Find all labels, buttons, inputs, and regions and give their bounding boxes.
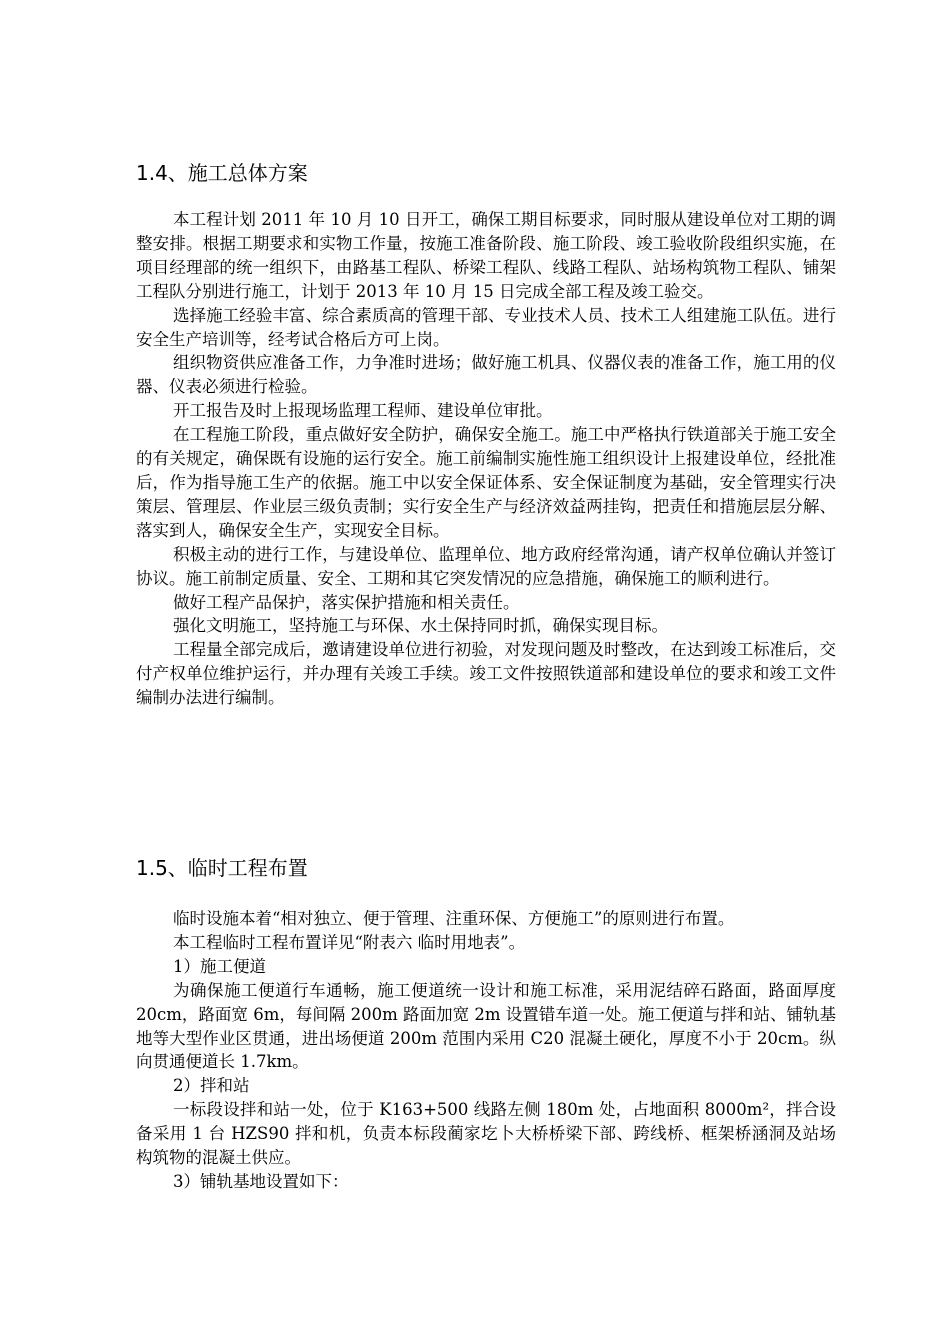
section-heading-1-5: 1.5、临时工程布置 <box>136 856 308 880</box>
list-heading: 3）铺轨基地设置如下： <box>173 1171 349 1191</box>
paragraph: 在工程施工阶段，重点做好安全防护，确保安全施工。施工中严格执行铁道部关于施工安全的有关规定，确保既有设施的运行安全。施工前编制实施性施工组织设计上报建设单位，经批准后，作为指导施工生产的依据。施工中以安全保证体系、安全保证制度为基础，安全管理实行决策层、管理层、作业层三级负责制；实行安全生产与经济效益两挂钩，把责任和措施层层分解、落实到人，确保安全生产，实现安全目标。 <box>136 425 836 540</box>
paragraph: 组织物资供应准备工作，力争准时进场；做好施工机具、仪器仪表的准备工作，施工用的仪器、仪表必须进行检验。 <box>136 353 836 397</box>
paragraph: 选择施工经验丰富、综合素质高的管理干部、专业技术人员、技术工人组建施工队伍。进行安全生产培训等，经考试合格后方可上岗。 <box>136 305 836 349</box>
paragraph: 强化文明施工，坚持施工与环保、水土保持同时抓，确保实现目标。 <box>173 616 668 636</box>
list-heading: 2）拌和站 <box>173 1076 250 1096</box>
section-body-1-4 <box>136 208 836 710</box>
paragraph: 为确保施工便道行车通畅，施工便道统一设计和施工标准，采用泥结碎石路面，路面厚度 20cm，路面宽 6m，每间隔 200m 路面加宽 2m 设置错车道一处。施工便道与拌和站、铺轨基地等大型作业区贯通，进出场便道 200m 范围内采用 C20 混凝土硬化，厚度不小于 20cm。纵向贯通便道长 1.7km。 <box>136 980 836 1072</box>
paragraph: 一标段设拌和站一处，位于 K163+500 线路左侧 180m 处，占地面积 8000m²，拌合设备采用 1 台 HZS90 拌和机，负责本标段蔺家圪卜大桥桥梁下部、跨线桥、框架桥涵洞及站场构筑物的混凝土供应。 <box>136 1100 836 1168</box>
paragraph: 做好工程产品保护，落实保护措施和相关责任。 <box>173 592 520 612</box>
paragraph: 积极主动的进行工作，与建设单位、监理单位、地方政府经常沟通，请产权单位确认并签订协议。施工前制定质量、安全、工期和其它突发情况的应急措施，确保施工的顺利进行。 <box>136 544 836 588</box>
section-heading-1-4: 1.4、施工总体方案 <box>136 161 308 185</box>
paragraph: 临时设施本着“相对独立、便于管理、注重环保、方便施工”的原则进行布置。 <box>173 909 735 928</box>
paragraph: 本工程计划 2011 年 10 月 10 日开工，确保工期目标要求，同时服从建设单位对工期的调整安排。根据工期要求和实物工作量，按施工准备阶段、施工阶段、竣工验收阶段组织实施，在项目经理部的统一组织下，由路基工程队、桥梁工程队、线路工程队、站场构筑物工程队、铺架工程队分别进行施工，计划于 2013 年 10 月 15 日完成全部工程及竣工验交。 <box>136 210 836 301</box>
paragraph: 本工程临时工程布置详见“附表六 临时用地表”。 <box>173 932 526 952</box>
section-body-1-5 <box>136 907 836 1194</box>
paragraph: 工程量全部完成后，邀请建设单位进行初验，对发现问题及时整改，在达到竣工标准后，交付产权单位维护运行，并办理有关竣工手续。竣工文件按照铁道部和建设单位的要求和竣工文件编制办法进行编制。 <box>136 640 836 708</box>
list-heading: 1）施工便道 <box>173 956 266 976</box>
paragraph: 开工报告及时上报现场监理工程师、建设单位审批。 <box>173 401 553 421</box>
